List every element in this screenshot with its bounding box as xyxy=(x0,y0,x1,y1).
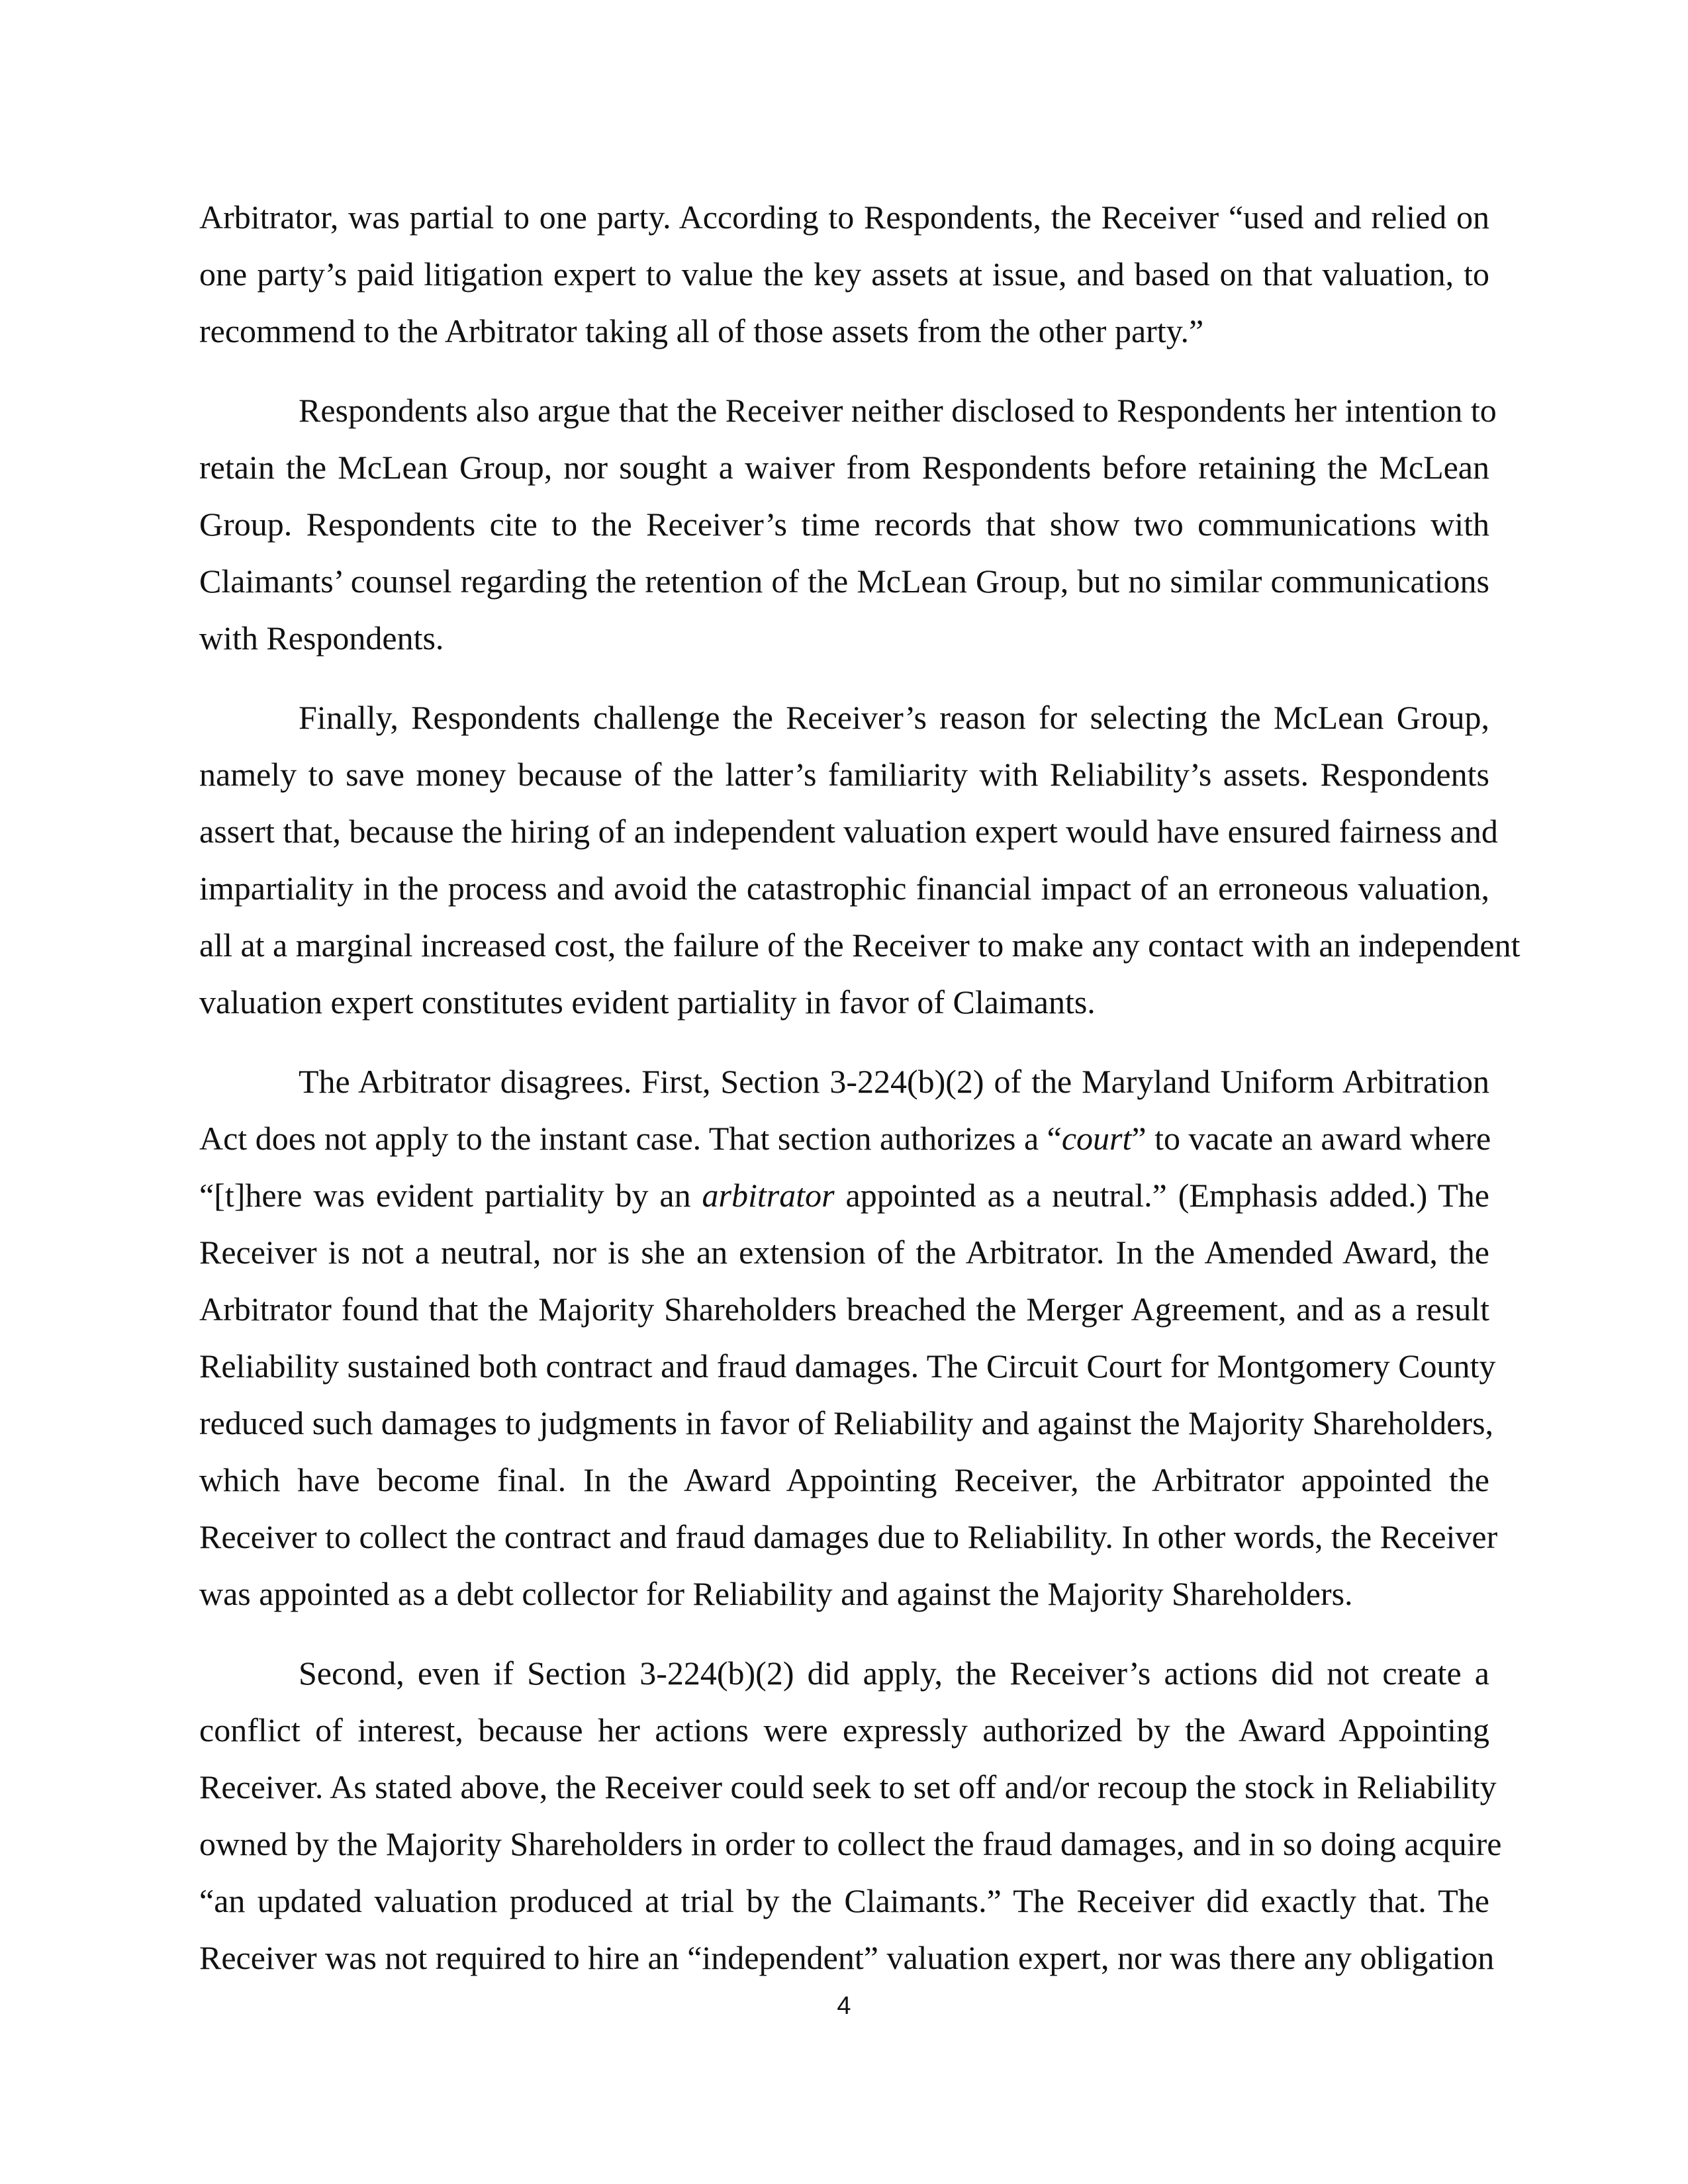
text-line xyxy=(199,382,1497,439)
text-segment: “[t]here was evident partiality by an xyxy=(199,1177,702,1214)
text-line xyxy=(199,496,1489,553)
text-segment: “an updated valuation produced at trial by the Claimants.” The Receiver did exactly that. The xyxy=(199,1882,1489,1919)
page-number: 4 xyxy=(837,1992,851,2020)
text-segment: The Arbitrator disagrees. First, Section 3-224(b)(2) of the Maryland Uniform Arbitration xyxy=(299,1063,1489,1100)
text-segment: Claimants’ counsel regarding the retention of the McLean Group, but no similar communications xyxy=(199,563,1489,600)
text-segment: reduced such damages to judgments in favor of Reliability and against the Majority Shareholders, xyxy=(199,1404,1494,1441)
text-line xyxy=(199,1645,1489,1702)
emphasis-text: arbitrator xyxy=(702,1177,835,1214)
text-segment: was appointed as a debt collector for Reliability and against the Majority Shareholders. xyxy=(199,1575,1353,1612)
text-line xyxy=(199,746,1489,803)
text-segment: all at a marginal increased cost, the failure of the Receiver to make any contact with an independent xyxy=(199,927,1521,964)
paragraph xyxy=(199,1645,1502,1986)
text-line xyxy=(199,302,1489,359)
text-line xyxy=(199,1508,1498,1565)
text-segment: recommend to the Arbitrator taking all of those assets from the other party.” xyxy=(199,312,1204,349)
text-segment: Second, even if Section 3-224(b)(2) did apply, the Receiver’s actions did not create a xyxy=(299,1655,1489,1692)
text-line xyxy=(199,439,1489,496)
text-segment: conflict of interest, because her actions were expressly authorized by the Award Appointing xyxy=(199,1711,1489,1749)
text-segment: Receiver to collect the contract and fraud damages due to Reliability. In other words, the Receiver xyxy=(199,1518,1498,1555)
text-line xyxy=(199,1758,1497,1815)
text-segment: retain the McLean Group, nor sought a waiver from Respondents before retaining the McLean xyxy=(199,449,1489,486)
text-line xyxy=(199,1053,1489,1110)
text-segment: impartiality in the process and avoid the catastrophic financial impact of an erroneous valuation, xyxy=(199,870,1489,907)
text-line xyxy=(199,974,1489,1030)
text-line xyxy=(199,917,1521,974)
text-segment: Respondents also argue that the Receiver neither disclosed to Respondents her intention to xyxy=(299,392,1497,429)
text-line xyxy=(199,553,1489,610)
paragraph xyxy=(199,1053,1498,1622)
text-segment: which have become final. In the Award Appointing Receiver, the Arbitrator appointed the xyxy=(199,1461,1489,1498)
text-line xyxy=(199,1338,1496,1394)
text-segment: one party’s paid litigation expert to value the key assets at issue, and based on that valuation, to xyxy=(199,255,1489,293)
emphasis-text: court xyxy=(1061,1120,1132,1157)
text-segment: Arbitrator, was partial to one party. According to Respondents, the Receiver “used and relied on xyxy=(199,199,1489,236)
text-segment: Finally, Respondents challenge the Receiver’s reason for selecting the McLean Group, xyxy=(299,699,1489,736)
text-segment: Group. Respondents cite to the Receiver’s time records that show two communications with xyxy=(199,506,1489,543)
text-line xyxy=(199,1451,1489,1508)
text-line xyxy=(199,1872,1489,1929)
text-line xyxy=(199,1394,1494,1451)
text-line xyxy=(199,689,1489,746)
text-line xyxy=(199,1815,1502,1872)
text-segment: Receiver. As stated above, the Receiver could seek to set off and/or recoup the stock in Reliability xyxy=(199,1768,1497,1805)
paragraph xyxy=(199,382,1497,666)
text-segment: assert that, because the hiring of an independent valuation expert would have ensured fairness and xyxy=(199,813,1498,850)
text-line xyxy=(199,246,1489,302)
text-segment: owned by the Majority Shareholders in order to collect the fraud damages, and in so doing acquire xyxy=(199,1825,1502,1862)
paragraph xyxy=(199,189,1489,359)
text-line xyxy=(199,189,1489,246)
text-line xyxy=(199,1110,1489,1167)
text-line xyxy=(199,1929,1495,1986)
text-segment: appointed as a neutral.” (Emphasis added.) The xyxy=(834,1177,1489,1214)
body-text xyxy=(199,189,1521,2009)
text-line xyxy=(199,860,1489,917)
text-segment: Receiver was not required to hire an “independent” valuation expert, nor was there any obligation xyxy=(199,1939,1495,1976)
text-segment: Act does not apply to the instant case. That section authorizes a “ xyxy=(199,1120,1062,1157)
paragraph xyxy=(199,689,1521,1030)
text-segment: valuation expert constitutes evident partiality in favor of Claimants. xyxy=(199,983,1096,1021)
text-line xyxy=(199,803,1498,860)
text-line xyxy=(199,610,1489,666)
text-segment: with Respondents. xyxy=(199,619,444,657)
text-segment: ” to vacate an award where xyxy=(1131,1120,1491,1157)
text-segment: Arbitrator found that the Majority Shareholders breached the Merger Agreement, and as a result xyxy=(199,1291,1489,1328)
text-line xyxy=(199,1281,1489,1338)
text-line xyxy=(199,1565,1489,1622)
text-segment: Receiver is not a neutral, nor is she an extension of the Arbitrator. In the Amended Award, the xyxy=(199,1234,1489,1271)
text-line xyxy=(199,1702,1489,1758)
text-line xyxy=(199,1167,1489,1224)
text-line xyxy=(199,1224,1489,1281)
text-segment: namely to save money because of the latter’s familiarity with Reliability’s assets. Respondents xyxy=(199,756,1489,793)
text-segment: Reliability sustained both contract and fraud damages. The Circuit Court for Montgomery County xyxy=(199,1347,1496,1385)
